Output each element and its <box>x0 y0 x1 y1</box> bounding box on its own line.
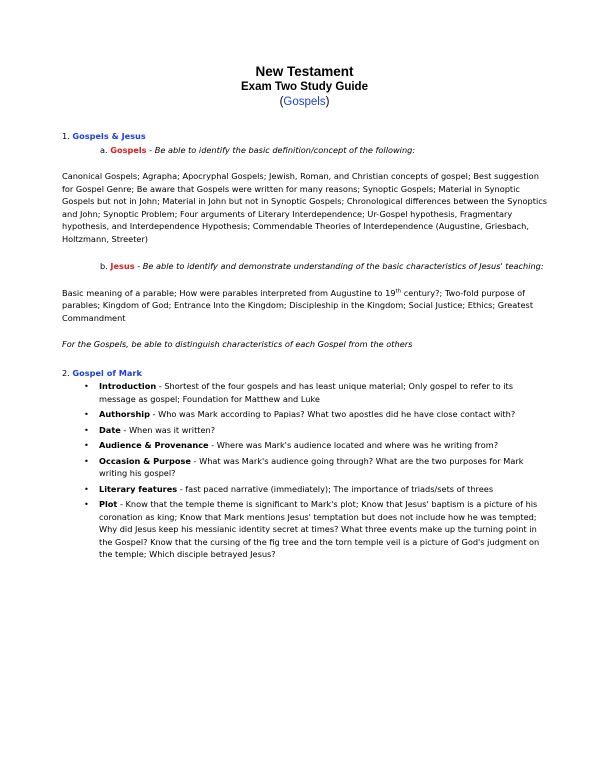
subsection-b-heading <box>100 260 547 273</box>
list-item <box>84 498 547 561</box>
document-title: New Testament <box>255 64 354 79</box>
section-2-number: 2. <box>62 367 70 378</box>
subsection-a-instruction: - Be able to identify the basic definition/concept of the following: <box>146 144 416 155</box>
bullet-icon: • <box>84 440 89 450</box>
subsection-b-letter: b. <box>100 261 108 271</box>
mark-bullet-list <box>62 380 547 561</box>
topic-label: Gospels <box>283 96 326 108</box>
subsection-a-letter: a. <box>100 144 108 155</box>
subsection-a-content: Canonical Gospels; Agrapha; Apocryphal Gospels; Jewish, Roman, and Christian concepts of gospel; Best suggestion for Gospel Genre; Be aware that Gospels were written for many reasons; Synoptic Gospels; Material in Synoptic Gospels but not in John; Material in John but not in Synoptic Gospels; Chronological differences between the Synoptics and John; Synoptic Problem; Four arguments of Literary Interdependence; Ur-Gospel hypothesis, Fragmentary hypothesis, and Interdependence Hypothesis; Commendable Theories of Interdependence (Augustine, Griesbach, Holtzmann, Streeter) <box>62 171 547 244</box>
bullet-text: - Know that the temple theme is significant to Mark's plot; Know that Jesus' baptism is a picture of his coronation as king; Know that Mark mentions Jesus' temptation but does not include how he was tempted; Why did Jesus keep his messianic identity secret at times? What three events make up the turning point in the Gospel? Know that the cursing of the fig tree and the torn temple veil is a picture of God's judgment on the temple; Which disciple betrayed Jesus? <box>99 499 540 559</box>
subsection-b-label: Jesus <box>110 261 135 271</box>
bullet-text: - Where was Mark's audience located and where was he writing from? <box>208 440 499 450</box>
subsection-b-content-post: century?; Two-fold purpose of parables; Kingdom of God; Entrance Into the Kingdom; Discipleship in the Kingdom; Social Justice; Ethics; Greatest Commandment <box>62 287 534 323</box>
bullet-text: - What was Mark's audience going through? What are the two purposes for Mark writing his gospel? <box>99 455 524 478</box>
bullet-icon: • <box>84 424 89 435</box>
section-1-heading <box>62 130 547 143</box>
topic-close-paren: ) <box>325 96 330 108</box>
bullet-text: - When was it written? <box>120 424 216 435</box>
list-item <box>84 483 547 496</box>
topic-open-paren: ( <box>279 96 284 108</box>
section-1-number: 1. <box>62 131 70 141</box>
bullet-icon: • <box>84 409 89 419</box>
document-subtitle: Exam Two Study Guide <box>241 81 368 93</box>
list-item <box>84 424 547 437</box>
superscript-th: th <box>395 287 402 294</box>
bullet-label: Date <box>99 424 121 435</box>
bullet-text: - fast paced narrative (immediately); The importance of triads/sets of threes <box>177 483 494 494</box>
subsection-b-instruction: - Be able to identify and demonstrate understanding of the basic characteristics of Jesus' teaching: <box>134 261 544 271</box>
bullet-icon: • <box>84 483 89 494</box>
section-1-label: Gospels & Jesus <box>72 131 146 141</box>
subsection-a-label: Gospels <box>110 144 147 155</box>
document-topic <box>62 95 547 110</box>
bullet-label: Audience & Provenance <box>99 440 209 450</box>
subsection-b-content <box>62 287 547 325</box>
subsection-a-heading <box>100 144 547 157</box>
list-item <box>84 439 547 452</box>
bullet-label: Plot <box>99 499 118 509</box>
title-block <box>62 64 547 110</box>
bullet-icon: • <box>84 455 89 466</box>
bullet-label: Authorship <box>99 409 150 419</box>
section-2-label: Gospel of Mark <box>72 367 142 378</box>
gospels-note: For the Gospels, be able to distinguish characteristics of each Gospel from the others <box>62 339 413 349</box>
bullet-label: Occasion & Purpose <box>99 455 191 466</box>
bullet-icon: • <box>84 499 89 509</box>
list-item <box>84 408 547 421</box>
section-2-heading <box>62 367 547 380</box>
list-item <box>84 455 547 480</box>
bullet-label: Literary features <box>99 483 178 494</box>
bullet-label: Introduction <box>99 381 157 391</box>
bullet-text: - Who was Mark according to Papias? What two apostles did he have close contact with? <box>149 409 516 419</box>
subsection-b-content-pre: Basic meaning of a parable; How were parables interpreted from Augustine to 19 <box>62 287 396 298</box>
bullet-icon: • <box>84 381 89 391</box>
list-item <box>84 380 547 405</box>
bullet-text: - Shortest of the four gospels and has least unique material; Only gospel to refer to its message as gospel; Foundation for Matthew and Luke <box>99 381 513 404</box>
